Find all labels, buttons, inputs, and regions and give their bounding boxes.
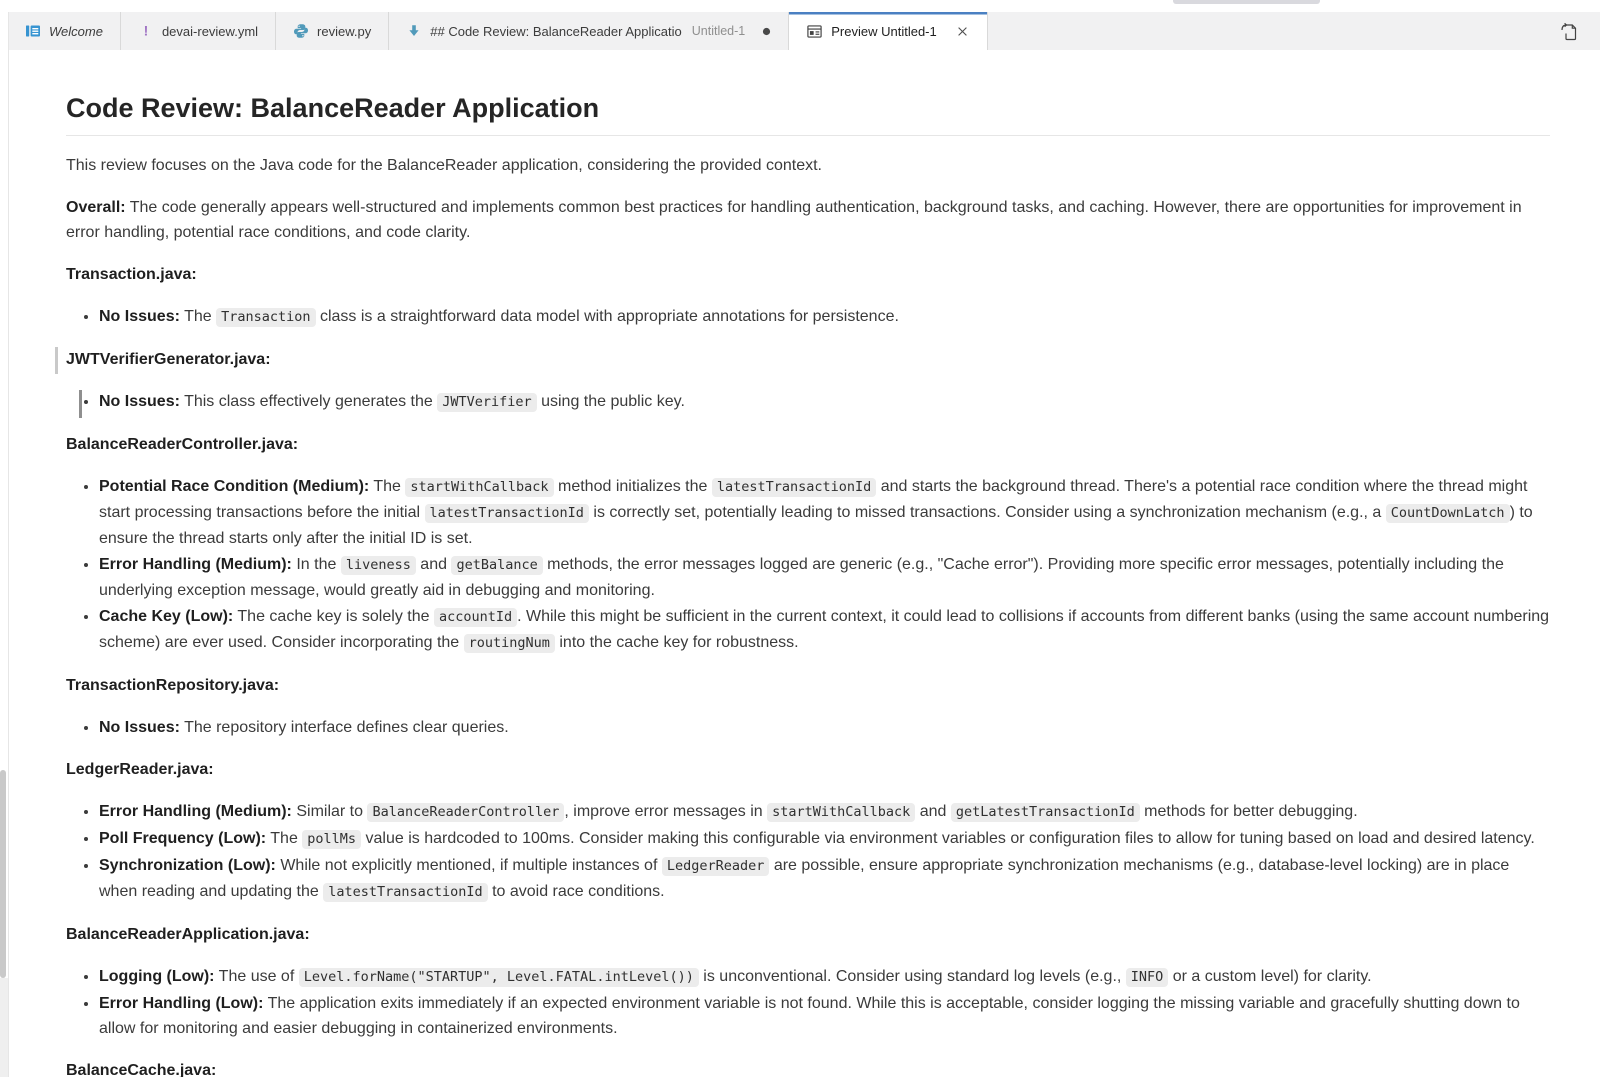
issue-list bbox=[66, 799, 1550, 905]
bold-text: No Issues: bbox=[99, 719, 180, 736]
issue-list-item bbox=[99, 799, 1550, 825]
tab-label: Welcome bbox=[49, 23, 103, 39]
inline-code: latestTransactionId bbox=[323, 883, 487, 902]
file-section-heading bbox=[66, 757, 1550, 782]
tab-label: Preview Untitled-1 bbox=[831, 23, 937, 39]
bold-text: TransactionRepository.java: bbox=[66, 677, 280, 694]
inline-code: INFO bbox=[1126, 968, 1169, 987]
tab-code-review-untitled[interactable] bbox=[389, 12, 789, 50]
left-scrollbar-track bbox=[0, 978, 8, 1077]
text-run: While not explicitly mentioned, if multiple instances of bbox=[275, 857, 662, 874]
text-run: The repository interface defines clear queries. bbox=[179, 719, 509, 736]
issue-list bbox=[66, 715, 1550, 740]
issue-list-item bbox=[99, 826, 1550, 852]
issue-list-item bbox=[99, 991, 1550, 1041]
inline-code: routingNum bbox=[464, 634, 555, 653]
tab-secondary-label: Untitled-1 bbox=[691, 24, 746, 38]
page-title bbox=[66, 92, 1550, 136]
issue-list-item bbox=[99, 552, 1550, 603]
editor-tab-bar bbox=[8, 12, 1600, 50]
text-run: are possible, ensure appropriate synchronization mechanisms (e.g., database-level locking) are in place when reading and updating the bbox=[99, 857, 1510, 900]
text-run: or a custom level) for clarity. bbox=[1168, 968, 1372, 985]
file-section-heading bbox=[66, 922, 1550, 947]
bold-text: Cache Key (Low): bbox=[99, 608, 234, 625]
bold-text: JWTVerifierGenerator.java: bbox=[66, 351, 271, 368]
show-source-icon[interactable] bbox=[1559, 20, 1580, 43]
text-run: method initializes the bbox=[553, 478, 712, 495]
issue-list-item bbox=[99, 964, 1550, 990]
top-strip bbox=[0, 0, 1600, 12]
bold-text: No Issues: bbox=[99, 308, 180, 325]
issue-list bbox=[66, 474, 1550, 656]
inline-code: CountDownLatch bbox=[1386, 504, 1510, 523]
markdown-preview bbox=[9, 50, 1600, 1077]
text-run: and starts the background thread. There's a potential race condition where the thread might start processing transactions before the initial bbox=[99, 478, 1528, 521]
file-section-heading bbox=[66, 1058, 1550, 1077]
python-icon bbox=[293, 23, 309, 39]
text-run: methods, the error messages logged are generic (e.g., "Cache error"). Providing more specific error messages, potentially including the underlying exception message, would greatly aid in debugging and monitoring. bbox=[99, 556, 1504, 599]
bold-text: Error Handling (Low): bbox=[99, 995, 264, 1012]
issue-list bbox=[66, 389, 1550, 415]
inline-code: BalanceReaderController bbox=[367, 803, 564, 822]
horizontal-scrollbar-thumb[interactable] bbox=[1173, 0, 1320, 4]
text-run: class is a straightforward data model with appropriate annotations for persistence. bbox=[315, 308, 899, 325]
bold-text: BalanceCache.java: bbox=[66, 1062, 217, 1077]
bold-text: No Issues: bbox=[99, 393, 180, 410]
text-run: using the public key. bbox=[536, 393, 685, 410]
text-run: Similar to bbox=[291, 803, 368, 820]
inline-code: startWithCallback bbox=[405, 478, 553, 497]
file-section-heading bbox=[66, 347, 1550, 372]
inline-code: latestTransactionId bbox=[425, 504, 589, 523]
yaml-icon bbox=[138, 23, 154, 39]
issue-list-item bbox=[99, 853, 1550, 905]
close-icon[interactable] bbox=[955, 24, 970, 39]
bold-text: BalanceReaderApplication.java: bbox=[66, 926, 310, 943]
inline-code: pollMs bbox=[302, 830, 361, 849]
inline-code: LedgerReader bbox=[662, 857, 770, 876]
bold-text: Error Handling (Medium): bbox=[99, 556, 292, 573]
issue-list-item bbox=[99, 304, 1550, 330]
text-run: The bbox=[266, 830, 303, 847]
bold-text: Overall: bbox=[66, 199, 126, 216]
text-run: and bbox=[915, 803, 951, 820]
bold-text: Logging (Low): bbox=[99, 968, 215, 985]
bold-text: Synchronization (Low): bbox=[99, 857, 276, 874]
file-section-heading bbox=[66, 262, 1550, 287]
text-run: , improve error messages in bbox=[564, 803, 768, 820]
issue-list-item bbox=[99, 604, 1550, 656]
welcome-icon bbox=[25, 23, 41, 39]
inline-code: liveness bbox=[341, 556, 416, 575]
bold-text: Poll Frequency (Low): bbox=[99, 830, 267, 847]
svg-text:!: ! bbox=[143, 23, 149, 39]
text-run: into the cache key for robustness. bbox=[554, 634, 799, 651]
issue-list-item bbox=[99, 715, 1550, 740]
preview-icon bbox=[806, 23, 823, 40]
inline-code: accountId bbox=[434, 608, 517, 627]
inline-code: startWithCallback bbox=[767, 803, 915, 822]
inline-code: JWTVerifier bbox=[437, 393, 536, 412]
inline-code: getLatestTransactionId bbox=[951, 803, 1140, 822]
issue-list-item bbox=[99, 474, 1550, 551]
markdown-icon bbox=[406, 23, 422, 39]
inline-code: getBalance bbox=[451, 556, 542, 575]
text-run: and bbox=[415, 556, 452, 573]
inline-code: latestTransactionId bbox=[712, 478, 876, 497]
issue-list bbox=[66, 964, 1550, 1041]
tab-label: ## Code Review: BalanceReader Applicatio bbox=[430, 23, 682, 39]
bold-text: Error Handling (Medium): bbox=[99, 803, 292, 820]
bold-text: LedgerReader.java: bbox=[66, 761, 214, 778]
file-section-heading bbox=[66, 432, 1550, 457]
text-run: The bbox=[179, 308, 217, 325]
text-run: Code Review: BalanceReader Application bbox=[66, 93, 600, 123]
text-run: The bbox=[369, 478, 406, 495]
text-run: is unconventional. Consider using standard log levels (e.g., bbox=[698, 968, 1126, 985]
tab-label: review.py bbox=[317, 23, 372, 39]
inline-code: Transaction bbox=[216, 308, 315, 327]
issue-list bbox=[66, 304, 1550, 330]
tab-bar-actions bbox=[1559, 12, 1600, 50]
text-run: to avoid race conditions. bbox=[487, 883, 665, 900]
file-section-heading bbox=[66, 673, 1550, 698]
bold-text: Transaction.java: bbox=[66, 266, 197, 283]
text-run: value is hardcoded to 100ms. Consider making this configurable via environment variables or configuration files to allow for tuning based on load and desired latency. bbox=[361, 830, 1535, 847]
text-run: . While this might be sufficient in the current context, it could lead to collisions if accounts from different banks (using the same account numbering scheme) are ever used. Consider incorporating the bbox=[99, 608, 1550, 651]
paragraph bbox=[66, 195, 1550, 245]
tab-label: devai-review.yml bbox=[161, 23, 259, 39]
dirty-indicator-icon[interactable] bbox=[762, 27, 771, 36]
tab-preview-untitled[interactable] bbox=[789, 12, 988, 50]
text-run: This class effectively generates the bbox=[179, 393, 438, 410]
text-run: The cache key is solely the bbox=[233, 608, 434, 625]
text-run: In the bbox=[291, 556, 341, 573]
tab-devai-review-yml[interactable] bbox=[121, 12, 276, 50]
tab-review-py[interactable] bbox=[276, 12, 389, 50]
text-run: The application exits immediately if an expected environment variable is not found. While this is acceptable, consider logging the missing variable and gracefully shutting down to allow for monitoring and easier debugging in containerized environments. bbox=[99, 995, 1520, 1037]
bold-text: BalanceReaderController.java: bbox=[66, 436, 299, 453]
issue-list-item bbox=[99, 389, 1550, 415]
tab-welcome[interactable] bbox=[8, 12, 121, 50]
text-run: is correctly set, potentially leading to missed transactions. Consider using a synchronization mechanism (e.g., a bbox=[588, 504, 1386, 521]
inline-code: Level.forName("STARTUP", Level.FATAL.intLevel()) bbox=[299, 968, 699, 987]
text-run: ) to ensure the thread starts only after the initial ID is set. bbox=[99, 504, 1533, 547]
paragraph bbox=[66, 153, 1550, 178]
left-scrollbar-thumb[interactable] bbox=[0, 770, 6, 978]
text-run: The use of bbox=[214, 968, 299, 985]
text-run: This review focuses on the Java code for the BalanceReader application, considering the provided context. bbox=[66, 157, 822, 174]
text-run: The code generally appears well-structured and implements common best practices for handling authentication, background tasks, and caching. However, there are opportunities for improvement in error handling, potential race conditions, and code clarity. bbox=[66, 199, 1522, 241]
bold-text: Potential Race Condition (Medium): bbox=[99, 478, 370, 495]
text-run: methods for better debugging. bbox=[1139, 803, 1358, 820]
